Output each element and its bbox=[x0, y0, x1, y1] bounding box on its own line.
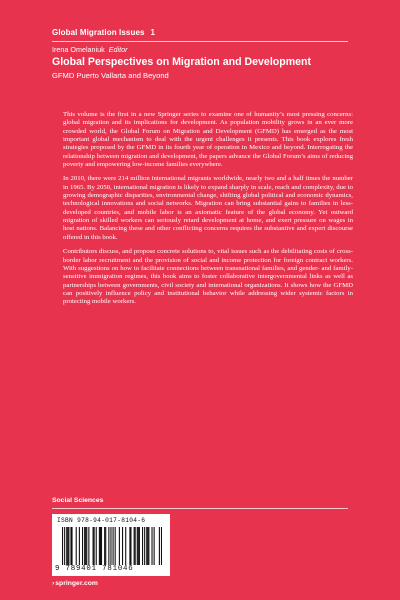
series-number: 1 bbox=[150, 28, 156, 37]
top-divider bbox=[52, 41, 348, 42]
barcode-bar bbox=[129, 527, 130, 565]
barcode-bar bbox=[76, 527, 77, 565]
barcode-bar bbox=[100, 527, 101, 565]
publisher-url bbox=[52, 580, 98, 587]
barcode-bar bbox=[146, 527, 147, 565]
barcode-digits: 9 789401 781046 bbox=[55, 565, 134, 573]
barcode-bar bbox=[113, 527, 114, 565]
publisher-url-text: springer.com bbox=[55, 580, 98, 587]
barcode-bar bbox=[147, 527, 148, 565]
barcode-bar bbox=[86, 527, 87, 565]
barcode-bar bbox=[85, 527, 86, 565]
blurb-paragraph-1: This volume is the first in a new Springer series to examine one of humanity’s most pressing concerns: global migration and its implications for development. As population mobility grows in an ever more crowded world, the Global Forum on Migration and Development (GFMD) has emerged as the most important global mechanism to deal with the urgent challenges it presents. This book explores fresh strategies proposed by the GFMD in its fourth year of operation in Mexico and beyond. Interrogating the relationship between migration and development, the papers advance the Global Forum’s aims of reducing poverty and empowering low-income families everywhere. bbox=[63, 111, 353, 169]
editor-name: Irena Omelaniuk bbox=[52, 45, 105, 54]
editor-line bbox=[52, 45, 128, 54]
blurb-paragraph-2: In 2010, there were 214 million international migrants worldwide, nearly two and a half times the number in 1965. By 2050, international migration is likely to expand sharply in scale, reach and complexity, due to growing demographic disparities, environmental change, shifting global political and economic dynamics, technological innovations and social networks. Migration can bring substantial gains to families in less-developed countries, and mobile labor is an axiomatic feature of the global economy. Yet outward migration of skilled workers can seriously retard development at home, and exert pressure on wages in host nations. Balancing these and other conflicting concerns requires the substantive and expert discourse offered in this book. bbox=[63, 175, 353, 241]
barcode-bar bbox=[138, 527, 139, 565]
barcode-bar bbox=[142, 527, 143, 565]
barcode-bar bbox=[122, 527, 123, 565]
book-subtitle: GFMD Puerto Vallarta and Beyond bbox=[52, 71, 169, 80]
barcode-icon bbox=[62, 527, 162, 565]
barcode-bar bbox=[110, 527, 111, 565]
barcode-bar bbox=[135, 527, 136, 565]
barcode-bar bbox=[139, 527, 140, 565]
barcode-bar bbox=[64, 527, 65, 565]
blurb-text bbox=[63, 111, 353, 313]
book-title: Global Perspectives on Migration and Development bbox=[52, 56, 312, 68]
editor-role: Editor bbox=[108, 45, 128, 54]
series-name: Global Migration Issues bbox=[52, 28, 145, 37]
barcode-bar bbox=[119, 527, 120, 565]
barcode-bar bbox=[148, 527, 149, 565]
barcode-bar bbox=[159, 527, 160, 565]
barcode-bar bbox=[79, 527, 80, 565]
blurb-paragraph-3: Contributors discuss, and propose concrete solutions to, vital issues such as the debilitating costs of cross-border labor recruitment and the provision of social and income protection for foreign contract workers. With suggestions on how to facilitate connections between transnational families, and gender- and family-sensitive immigration regimes, this book aims to foster collaborative intergovernmental links as well as partnerships between governments, civil society and international organizations. It shows how the GFMD can positively influence policy and institutional behavior while addressing wider systemic factors in protecting mobile workers. bbox=[63, 248, 353, 306]
arrow-right-icon: › bbox=[52, 580, 55, 587]
barcode-bar bbox=[125, 527, 126, 565]
series-line bbox=[52, 28, 155, 37]
barcode-bar bbox=[137, 527, 138, 565]
barcode-bar bbox=[71, 527, 72, 565]
barcode-bar bbox=[70, 527, 71, 565]
barcode-bar bbox=[93, 527, 94, 565]
barcode-block bbox=[52, 514, 170, 576]
barcode-bar bbox=[94, 527, 95, 565]
barcode-bar bbox=[96, 527, 97, 565]
barcode-bar bbox=[161, 527, 162, 565]
barcode-bar bbox=[115, 527, 116, 565]
barcode-bar bbox=[108, 527, 109, 565]
barcode-bar bbox=[82, 527, 83, 565]
barcode-bar bbox=[62, 527, 63, 565]
barcode-bar bbox=[134, 527, 135, 565]
barcode-bar bbox=[99, 527, 100, 565]
barcode-bar bbox=[105, 527, 106, 565]
barcode-bar bbox=[84, 527, 85, 565]
barcode-bar bbox=[68, 527, 69, 565]
bottom-divider bbox=[52, 508, 348, 509]
subject-category: Social Sciences bbox=[52, 497, 104, 504]
barcode-bar bbox=[130, 527, 131, 565]
barcode-bar bbox=[144, 527, 145, 565]
barcode-bar bbox=[151, 527, 152, 565]
barcode-bar bbox=[104, 527, 105, 565]
barcode-bar bbox=[67, 527, 68, 565]
barcode-bar bbox=[88, 527, 89, 565]
barcode-bar bbox=[101, 527, 102, 565]
isbn-label: ISBN 978-94-017-8104-6 bbox=[57, 517, 146, 524]
barcode-bar bbox=[66, 527, 67, 565]
barcode-bar bbox=[154, 527, 155, 565]
